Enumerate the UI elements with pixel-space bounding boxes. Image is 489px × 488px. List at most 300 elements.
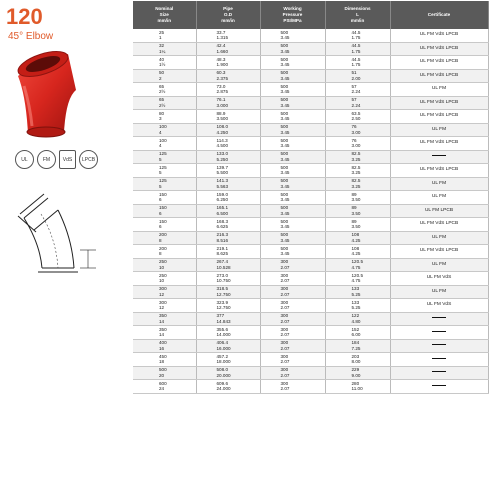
cell-dim <box>325 83 390 97</box>
lpcb-logo-icon: LPCB <box>79 150 98 169</box>
cell-line: 2.07 <box>280 359 290 365</box>
header-nominal-size <box>133 1 196 29</box>
cell-dim <box>325 96 390 110</box>
cell-line: 50 <box>159 70 165 76</box>
cell-line: 500 <box>280 137 289 143</box>
cell-certificate <box>390 29 488 42</box>
cell-line: 5.250 <box>216 156 228 162</box>
cell-line: 200 <box>159 245 167 251</box>
cell-pressure <box>260 96 325 110</box>
cell-line: 3.45 <box>280 237 290 243</box>
cell-od <box>196 299 260 313</box>
cell-od <box>196 110 260 124</box>
header-pipe-od <box>196 1 260 29</box>
cell-line: 18.000 <box>216 359 231 365</box>
cell-line: 3.45 <box>280 75 290 81</box>
cell-certificate <box>390 96 488 110</box>
elbow-photo <box>10 46 100 138</box>
cell-line: 82.5 <box>351 164 361 170</box>
header-line: Working <box>283 6 302 11</box>
table-row <box>133 272 488 286</box>
cell-line: 3 <box>159 116 162 122</box>
no-certificate-dash <box>432 385 446 386</box>
cell-line: 80 <box>159 110 165 116</box>
cell-line: 273.0 <box>216 272 228 278</box>
table-body <box>133 29 488 393</box>
table-row <box>133 83 488 97</box>
cell-line: 73.0 <box>216 83 226 89</box>
cell-line: 450 <box>159 353 167 359</box>
cell-certificate <box>390 353 488 367</box>
cell-line: 1.75 <box>351 35 361 41</box>
cell-line: 350 <box>159 326 167 332</box>
cell-line: 4.250 <box>216 129 228 135</box>
certificate-text: UL FM VdS <box>426 275 452 281</box>
cell-pressure <box>260 164 325 178</box>
cell-od <box>196 218 260 232</box>
cell-line: 3.50 <box>351 197 361 203</box>
header-line: Dimensions <box>344 6 371 11</box>
cell-dim <box>325 29 390 42</box>
cell-line: 24.000 <box>216 386 231 392</box>
cell-line: 168.3 <box>216 218 228 224</box>
certificate-text: UL FM VdS <box>426 302 452 308</box>
table-row <box>133 177 488 191</box>
cell-size <box>133 231 196 245</box>
cell-line: 2.07 <box>280 345 290 351</box>
cell-line: 48.3 <box>216 56 226 62</box>
cell-od <box>196 137 260 151</box>
cell-dim <box>325 285 390 299</box>
cell-size <box>133 29 196 42</box>
cell-line: 3.50 <box>351 224 361 230</box>
cell-certificate <box>390 312 488 326</box>
cell-od <box>196 366 260 380</box>
cell-od <box>196 231 260 245</box>
elbow-technical-drawing <box>14 188 104 274</box>
cell-line: 100 <box>159 137 167 143</box>
cell-line: 3.45 <box>280 170 290 176</box>
cell-line: 125 <box>159 178 167 184</box>
certificate-text: UL FM VdS LPCB <box>419 45 459 51</box>
cell-line: 184 <box>351 340 360 346</box>
cell-pressure <box>260 69 325 83</box>
cell-line: 82.5 <box>351 151 361 157</box>
cell-od <box>196 83 260 97</box>
cell-line: 60.3 <box>216 70 226 76</box>
cell-certificate <box>390 299 488 313</box>
cell-line: 141.3 <box>216 178 228 184</box>
cell-od <box>196 272 260 286</box>
cell-line: 40 <box>159 56 165 62</box>
cell-line: 500 <box>280 124 289 130</box>
cell-line: 65 <box>159 83 165 89</box>
cell-line: 10 <box>159 278 165 284</box>
cell-od <box>196 29 260 42</box>
cell-size <box>133 56 196 70</box>
cell-od <box>196 56 260 70</box>
cell-pressure <box>260 177 325 191</box>
cell-line: 2.00 <box>351 75 361 81</box>
cell-line: 3.500 <box>216 116 228 122</box>
certificate-text: UL FM <box>431 261 447 267</box>
table-row <box>133 204 488 218</box>
cell-line: 133 <box>351 299 360 305</box>
cell-line: 139.7 <box>216 164 228 170</box>
cell-pressure <box>260 110 325 124</box>
table-row <box>133 29 488 42</box>
cell-line: 500 <box>280 110 289 116</box>
cell-line: 133.0 <box>216 151 228 157</box>
cell-line: 63.5 <box>351 110 361 116</box>
cell-dim <box>325 299 390 313</box>
cell-line: 5.25 <box>351 305 361 311</box>
cell-line: 10 <box>159 264 165 270</box>
cell-line: 350 <box>159 313 167 319</box>
cell-line: 16 <box>159 345 165 351</box>
fm-logo-icon: FM <box>37 150 56 169</box>
cell-line: 10.750 <box>216 278 231 284</box>
cell-line: 2.07 <box>280 305 290 311</box>
cell-line: 6 <box>159 197 162 203</box>
table-row <box>133 312 488 326</box>
cell-size <box>133 312 196 326</box>
cell-line: 500 <box>280 97 289 103</box>
certificate-text: UL FM VdS LPCB <box>419 221 459 227</box>
cell-dim <box>325 56 390 70</box>
cell-line: 20.000 <box>216 372 231 378</box>
cell-pressure <box>260 42 325 56</box>
table-row <box>133 299 488 313</box>
cell-certificate <box>390 231 488 245</box>
no-certificate-dash <box>432 344 446 345</box>
cell-line: 3.45 <box>280 129 290 135</box>
cell-line: 7.25 <box>351 345 361 351</box>
cell-certificate <box>390 191 488 205</box>
cell-line: 500 <box>280 245 289 251</box>
cell-line: 150 <box>159 205 167 211</box>
table-row <box>133 150 488 164</box>
certificate-text: UL FM VdS LPCB <box>419 59 459 65</box>
header-line: PSI/MPa <box>283 18 302 23</box>
table-row <box>133 258 488 272</box>
cell-pressure <box>260 366 325 380</box>
cell-line: 3.45 <box>280 143 290 149</box>
cell-dim <box>325 272 390 286</box>
cell-line: 2.375 <box>216 75 228 81</box>
cell-line: 12.750 <box>216 291 231 297</box>
cell-line: 500 <box>280 191 289 197</box>
cell-line: 8 <box>159 251 162 257</box>
table-row <box>133 69 488 83</box>
ul-logo-icon: UL <box>15 150 34 169</box>
certificate-text: UL FM VdS LPCB <box>419 72 459 78</box>
cell-pressure <box>260 83 325 97</box>
table-row <box>133 380 488 394</box>
cell-certificate <box>390 83 488 97</box>
table-row <box>133 56 488 70</box>
header-working-pressure <box>260 1 325 29</box>
cell-size <box>133 83 196 97</box>
product-panel <box>0 0 145 488</box>
cell-line: 4.75 <box>351 264 361 270</box>
cell-line: 32 <box>159 43 165 49</box>
cell-certificate <box>390 272 488 286</box>
cell-line: 2.24 <box>351 102 361 108</box>
cell-line: 5.500 <box>216 170 228 176</box>
vds-logo-icon: VdS <box>59 150 76 169</box>
cell-line: 8.00 <box>351 359 361 365</box>
no-certificate-dash <box>432 358 446 359</box>
cell-line: 33.7 <box>216 29 226 35</box>
table-row <box>133 137 488 151</box>
cell-line: 2.07 <box>280 386 290 392</box>
cell-dim <box>325 69 390 83</box>
cell-line: 500 <box>280 83 289 89</box>
header-line: mm/in <box>221 18 235 23</box>
cell-line: 3.45 <box>280 89 290 95</box>
cell-line: 82.5 <box>351 178 361 184</box>
cell-line: 4 <box>159 129 162 135</box>
cell-line: 500 <box>280 232 289 238</box>
header-line: L <box>356 12 359 17</box>
cell-od <box>196 312 260 326</box>
cell-line: 57 <box>351 83 357 89</box>
cell-line: 89 <box>351 191 357 197</box>
dimensions-table <box>133 1 489 394</box>
cell-line: 3.45 <box>280 156 290 162</box>
cell-line: 10.528 <box>216 264 231 270</box>
table-row <box>133 285 488 299</box>
cell-line: 11.00 <box>351 386 363 392</box>
cell-line: 2.50 <box>351 116 361 122</box>
cell-certificate <box>390 326 488 340</box>
cell-line: 3.45 <box>280 197 290 203</box>
header-line: Certificate <box>427 12 451 17</box>
cell-size <box>133 150 196 164</box>
cell-size <box>133 164 196 178</box>
cell-od <box>196 42 260 56</box>
cell-line: 44.5 <box>351 43 361 49</box>
cell-size <box>133 366 196 380</box>
cell-line: 12 <box>159 291 165 297</box>
cell-line: 20 <box>159 372 165 378</box>
cell-line: 3.45 <box>280 183 290 189</box>
cell-line: 3.000 <box>216 102 228 108</box>
cell-line: 120.5 <box>351 272 363 278</box>
cell-line: 1½ <box>159 62 166 68</box>
cell-size <box>133 272 196 286</box>
cell-line: 8 <box>159 237 162 243</box>
certificate-text: UL FM VdS LPCB <box>419 32 459 38</box>
header-line: Nominal <box>155 6 174 11</box>
cell-pressure <box>260 353 325 367</box>
table-row <box>133 366 488 380</box>
cell-line: 65 <box>159 97 165 103</box>
cell-size <box>133 339 196 353</box>
cell-line: 323.9 <box>216 299 228 305</box>
cell-line: 2.875 <box>216 89 228 95</box>
cell-line: 16.000 <box>216 345 231 351</box>
cell-od <box>196 353 260 367</box>
cell-size <box>133 69 196 83</box>
cell-certificate <box>390 137 488 151</box>
cell-line: 300 <box>280 367 289 373</box>
certificate-text: UL FM VdS LPCB <box>419 99 459 105</box>
table-row <box>133 339 488 353</box>
cell-line: 300 <box>280 259 289 265</box>
cell-line: 2.07 <box>280 291 290 297</box>
cell-pressure <box>260 56 325 70</box>
cell-line: 2.07 <box>280 278 290 284</box>
cell-certificate <box>390 150 488 164</box>
table-row <box>133 218 488 232</box>
cell-line: 76 <box>351 124 357 130</box>
cell-line: 1.660 <box>216 48 228 54</box>
cell-line: 406.4 <box>216 340 228 346</box>
table-row <box>133 245 488 259</box>
cell-line: 1 <box>159 35 162 41</box>
cell-size <box>133 42 196 56</box>
cell-line: 165.1 <box>216 205 228 211</box>
cell-pressure <box>260 29 325 42</box>
cell-line: 6 <box>159 224 162 230</box>
cell-line: 8.625 <box>216 251 228 257</box>
cell-dim <box>325 312 390 326</box>
no-certificate-dash <box>432 155 446 156</box>
cell-line: 14.000 <box>216 332 231 338</box>
cell-certificate <box>390 56 488 70</box>
cell-line: 2½ <box>159 89 166 95</box>
cell-line: 2.07 <box>280 372 290 378</box>
cell-pressure <box>260 312 325 326</box>
cell-line: 108 <box>351 232 360 238</box>
cell-line: 229 <box>351 367 360 373</box>
cell-dim <box>325 164 390 178</box>
table-row <box>133 326 488 340</box>
certificate-text: UL FM <box>431 86 447 92</box>
cell-line: 150 <box>159 218 167 224</box>
cell-line: 5 <box>159 170 162 176</box>
cell-line: 300 <box>280 286 289 292</box>
table-row <box>133 164 488 178</box>
cell-size <box>133 353 196 367</box>
cell-line: 2.07 <box>280 318 290 324</box>
cell-line: 12.750 <box>216 305 231 311</box>
cell-line: 122 <box>351 313 360 319</box>
cell-dim <box>325 380 390 394</box>
header-line: Size <box>159 12 169 17</box>
cell-dim <box>325 204 390 218</box>
cell-line: 89 <box>351 205 357 211</box>
cell-line: 500 <box>280 43 289 49</box>
cell-line: 500 <box>280 56 289 62</box>
cell-dim <box>325 326 390 340</box>
cell-certificate <box>390 42 488 56</box>
cell-line: 4.25 <box>351 251 361 257</box>
cell-size <box>133 96 196 110</box>
cell-size <box>133 110 196 124</box>
cell-pressure <box>260 258 325 272</box>
cell-line: 152 <box>351 326 360 332</box>
cell-line: 14 <box>159 318 165 324</box>
certificate-text: UL FM VdS LPCB <box>419 140 459 146</box>
cell-line: 508.0 <box>216 367 228 373</box>
cell-line: 3.25 <box>351 170 361 176</box>
cell-line: 500 <box>280 178 289 184</box>
cell-od <box>196 339 260 353</box>
certificate-text: UL FM <box>431 126 447 132</box>
cell-line: 250 <box>159 272 167 278</box>
cell-line: 5 <box>159 156 162 162</box>
cell-line: 4.500 <box>216 143 228 149</box>
cell-line: 355.6 <box>216 326 228 332</box>
cell-line: 3.25 <box>351 183 361 189</box>
certificate-text: UL FM VdS LPCB <box>419 248 459 254</box>
cell-line: 89 <box>351 218 357 224</box>
cell-line: 108.0 <box>216 124 228 130</box>
cell-pressure <box>260 326 325 340</box>
certificate-text: UL FM VdS LPCB <box>419 113 459 119</box>
cell-line: 300 <box>280 353 289 359</box>
certificate-text: UL FM <box>431 288 447 294</box>
cell-od <box>196 123 260 137</box>
cell-certificate <box>390 366 488 380</box>
table-row <box>133 96 488 110</box>
cell-line: 133 <box>351 286 360 292</box>
cell-line: 377 <box>216 313 225 319</box>
cell-size <box>133 218 196 232</box>
cell-line: 216.3 <box>216 232 228 238</box>
table-header <box>133 1 488 29</box>
certificate-text: UL FM LPCB <box>424 207 454 213</box>
cell-dim <box>325 42 390 56</box>
cell-pressure <box>260 285 325 299</box>
cell-size <box>133 204 196 218</box>
cell-line: 114.3 <box>216 137 228 143</box>
cell-size <box>133 299 196 313</box>
table-row <box>133 123 488 137</box>
cell-dim <box>325 231 390 245</box>
cell-line: 500 <box>280 151 289 157</box>
cell-size <box>133 191 196 205</box>
cell-line: 500 <box>280 70 289 76</box>
cell-line: 2.24 <box>351 89 361 95</box>
cell-line: 457.2 <box>216 353 228 359</box>
cell-pressure <box>260 380 325 394</box>
cell-line: 76.1 <box>216 97 226 103</box>
table-row <box>133 231 488 245</box>
product-subtitle: 45° Elbow <box>8 31 54 42</box>
cell-line: 300 <box>280 326 289 332</box>
cell-line: 500 <box>280 205 289 211</box>
cell-pressure <box>260 137 325 151</box>
cell-pressure <box>260 245 325 259</box>
cell-dim <box>325 123 390 137</box>
cell-line: 600 <box>159 380 167 386</box>
cell-od <box>196 164 260 178</box>
cell-certificate <box>390 204 488 218</box>
cell-line: 3.45 <box>280 62 290 68</box>
cell-line: 300 <box>280 380 289 386</box>
cell-line: 6.250 <box>216 197 228 203</box>
cell-od <box>196 258 260 272</box>
cell-line: 4.80 <box>351 318 361 324</box>
cell-line: 3.45 <box>280 116 290 122</box>
cell-certificate <box>390 164 488 178</box>
certification-logos <box>15 150 98 169</box>
cell-dim <box>325 353 390 367</box>
